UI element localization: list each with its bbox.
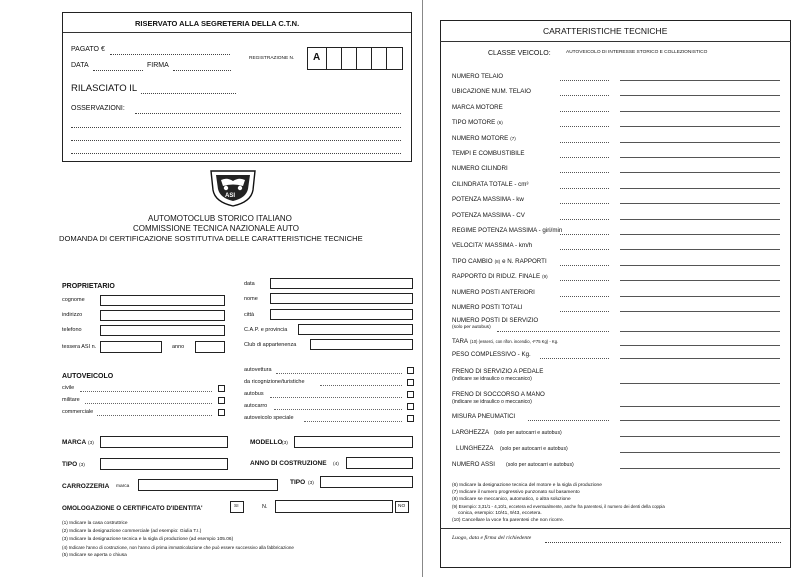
osservazioni-label: OSSERVAZIONI: xyxy=(71,105,125,112)
servizio-label: NUMERO POSTI DI SERVIZIO xyxy=(452,317,539,324)
ctc-row-label-text: TIPO CAMBIO xyxy=(452,258,493,265)
proprietario-title: PROPRIETARIO xyxy=(62,283,115,290)
left-note-1: (1) Indicare la casa costruttrice xyxy=(62,521,128,526)
freno-servizio-sub: (indicare se idraulico o meccanico) xyxy=(452,376,532,382)
lunghezza-field[interactable] xyxy=(620,452,780,453)
ctc-row-note: (8) xyxy=(494,259,501,264)
larghezza-field[interactable] xyxy=(620,436,780,437)
ctc-row-label xyxy=(452,290,535,296)
segreteria-title: RISERVATO ALLA SEGRETERIA DELLA C.T.N. xyxy=(135,19,300,28)
ctc-row-label xyxy=(452,213,525,219)
servizio-field[interactable] xyxy=(620,331,780,332)
peso-field[interactable] xyxy=(620,358,780,359)
rilasciato-label: RILASCIATO IL xyxy=(71,83,138,94)
speciale-checkbox[interactable] xyxy=(407,415,414,422)
ctc-row-label xyxy=(452,120,503,126)
telefono-label: telefono xyxy=(62,327,82,333)
nome-field[interactable] xyxy=(270,293,413,304)
ctc-row-label-text: TIPO MOTORE xyxy=(452,119,496,126)
ctc-row-label xyxy=(452,182,528,188)
ctc-row-field[interactable] xyxy=(620,203,780,204)
ctc-row-label xyxy=(452,243,532,249)
ctc-row-label xyxy=(452,136,516,142)
ctc-title: CARATTERISTICHE TECNICHE xyxy=(543,26,668,36)
ctc-row-leader xyxy=(560,95,609,96)
modello-field[interactable] xyxy=(294,436,413,448)
ctc-row-label-text: POTENZA MASSIMA - CV xyxy=(452,212,525,219)
tipo2-field[interactable] xyxy=(320,476,413,488)
ctc-note-10: (10) Cancellare la voce fra parentesi che non ricorre. xyxy=(452,518,564,523)
cognome-field[interactable] xyxy=(100,295,225,306)
commerciale-checkbox[interactable] xyxy=(218,409,225,416)
ctc-row-field[interactable] xyxy=(620,234,780,235)
ctc-row-label-text: NUMERO POSTI ANTERIORI xyxy=(452,289,535,296)
omologazione-number-field[interactable] xyxy=(275,500,393,513)
larghezza-label: LARGHEZZA xyxy=(452,429,490,436)
si-checkbox[interactable] xyxy=(230,501,244,513)
ctc-note-7: (7) Indicare il numero progressivo punzonato sul basamento xyxy=(452,490,580,495)
peso-label: PESO COMPLESSIVO - Kg. xyxy=(452,351,531,358)
freno-soccorso-label: FRENO DI SOCCORSO A MANO xyxy=(452,391,545,398)
ctc-row-field[interactable] xyxy=(620,80,780,81)
marca-field[interactable] xyxy=(100,436,228,448)
n-label: N. xyxy=(262,504,268,510)
left-note-4: (4) Indicare l'anno di costruzione, non l'anno di prima immatricolazione che può essere successivo alla fabbricazione xyxy=(62,545,294,550)
ctc-row-label-text: UBICAZIONE NUM. TELAIO xyxy=(452,88,531,95)
tessera-label: tessera ASI n. xyxy=(62,344,97,350)
ctc-row-leader xyxy=(560,296,609,297)
ctc-row-label xyxy=(452,166,508,172)
ctc-row-leader xyxy=(560,172,609,173)
ctc-row-field[interactable] xyxy=(620,265,780,266)
ctc-row-field[interactable] xyxy=(620,188,780,189)
ctc-note-6: (6) Indicare la designazione tecnica del motore e la sigla di produzione xyxy=(452,483,602,488)
pagato-label: PAGATO € xyxy=(71,46,105,53)
ricognizione-label: da ricognizione/turistiche xyxy=(244,379,305,385)
no-label: NO xyxy=(398,504,406,509)
club-field[interactable] xyxy=(310,339,413,350)
ctc-row-leader xyxy=(560,280,609,281)
carrozzeria-label: CARROZZERIA xyxy=(62,483,110,490)
marca-note: (3) xyxy=(88,441,94,446)
citta-field[interactable] xyxy=(270,309,413,320)
tara-note: (10) (esserci, con rifon. incendio, -F75 Kg) - Kg. xyxy=(470,339,559,344)
ctc-row-leader xyxy=(560,80,609,81)
osservazioni-line-4[interactable] xyxy=(71,153,401,154)
modello-note: (3) xyxy=(282,441,288,446)
signature-field[interactable] xyxy=(545,542,781,543)
militare-checkbox[interactable] xyxy=(218,397,225,404)
anno-costruzione-label: ANNO DI COSTRUZIONE xyxy=(250,460,327,467)
ctc-row-label xyxy=(452,151,525,157)
ctc-row-field[interactable] xyxy=(620,142,780,143)
ctc-row-leader xyxy=(560,265,609,266)
nome-label: nome xyxy=(244,296,258,302)
ctc-row-leader xyxy=(560,311,609,312)
ctc-row-leader xyxy=(560,188,609,189)
ctc-row-label xyxy=(452,259,547,265)
ctc-row-label xyxy=(452,105,503,111)
ctc-row-label-text: VELOCITA' MASSIMA - km/h xyxy=(452,242,533,249)
ctc-row-leader xyxy=(560,157,609,158)
ctc-row-note: (9) xyxy=(542,274,548,279)
carrozzeria-marca-label: marca xyxy=(116,484,130,489)
anno-label: anno xyxy=(172,344,185,350)
misura-field[interactable] xyxy=(620,420,780,421)
ctc-row-label xyxy=(452,197,524,203)
commerciale-label: commerciale xyxy=(62,409,94,415)
tara-label: TARA xyxy=(452,338,469,345)
civile-label: civile xyxy=(62,385,75,391)
ctc-row-leader xyxy=(560,142,609,143)
civile-checkbox[interactable] xyxy=(218,385,225,392)
cap-label: C.A.P. e provincia xyxy=(244,327,288,333)
ctc-row-label xyxy=(452,74,503,80)
firma-field[interactable] xyxy=(173,70,231,71)
ctc-row-field[interactable] xyxy=(620,296,780,297)
ricognizione-checkbox[interactable] xyxy=(407,379,414,386)
ctc-row-leader xyxy=(560,126,609,127)
ctc-row-label-text: NUMERO POSTI TOTALI xyxy=(452,304,523,311)
ctc-row-label xyxy=(452,274,548,280)
ctc-note-8: (8) Indicare se meccanico, automatico, o altra soluzione xyxy=(452,497,571,502)
classe-value: AUTOVEICOLO DI INTERESSE STORICO E COLLEZIONISTICO xyxy=(566,50,708,55)
ctc-row-label-text: RAPPORTO DI RIDUZ. FINALE xyxy=(452,273,541,280)
ctc-row-leader xyxy=(560,249,609,250)
ctc-row-field[interactable] xyxy=(620,219,780,220)
registrazione-label: REGISTRAZIONE N. xyxy=(249,56,295,61)
ctc-row-label-text: TEMPI E COMBUSTIBILE xyxy=(452,150,525,157)
ctc-row-label xyxy=(452,89,531,95)
ctc-note-9b: conica, esempio: 10/41, 9/43, eccetera. xyxy=(458,511,542,516)
speciale-label: autoveicolo speciale xyxy=(244,415,294,421)
larghezza-sub: (solo per autocarri e autobus) xyxy=(494,430,562,436)
tipo-field[interactable] xyxy=(100,458,228,470)
cognome-label: cognome xyxy=(62,297,85,303)
osservazioni-line-3[interactable] xyxy=(71,140,401,141)
indirizzo-label: indirizzo xyxy=(62,312,83,318)
tara-field[interactable] xyxy=(620,345,780,346)
page-fold xyxy=(422,0,423,577)
ctc-row-label-text: NUMERO CILINDRI xyxy=(452,165,508,172)
no-checkbox[interactable] xyxy=(395,501,409,513)
anno-costruzione-field[interactable] xyxy=(346,457,413,469)
data-prop-label: data xyxy=(244,281,255,287)
assi-label: NUMERO ASSI xyxy=(452,461,495,468)
left-note-3: (3) Indicare la designazione tecnica e la sigla di produzione (ad esempio 105.06) xyxy=(62,537,234,542)
club-label: Club di appartenenza xyxy=(244,342,297,348)
firma-label: FIRMA xyxy=(147,62,169,69)
registrazione-letter: A xyxy=(313,52,321,63)
ctc-row-leader xyxy=(560,219,609,220)
ctc-row-field[interactable] xyxy=(620,280,780,281)
ctc-row-field[interactable] xyxy=(620,172,780,173)
ctc-row-label-text: MARCA MOTORE xyxy=(452,104,503,111)
ctc-row-note: (7) xyxy=(510,136,516,141)
tipo2-note: (3) xyxy=(308,481,314,486)
ctc-row-field[interactable] xyxy=(620,95,780,96)
data-prop-field[interactable] xyxy=(270,278,413,289)
omologazione-label: OMOLOGAZIONE O CERTIFICATO D'IDENTITA' xyxy=(62,505,203,512)
data-label: DATA xyxy=(71,62,89,69)
lunghezza-sub: (solo per autocarri e autobus) xyxy=(500,446,568,452)
autocarro-label: autocarro xyxy=(244,403,268,409)
signature-label: Luogo, data e firma del richiedente xyxy=(452,535,532,541)
osservazioni-line-2[interactable] xyxy=(71,127,401,128)
ctc-row-field[interactable] xyxy=(620,111,780,112)
autovettura-label: autovettura xyxy=(244,367,272,373)
autovettura-checkbox[interactable] xyxy=(407,367,414,374)
freno-soccorso-field[interactable] xyxy=(620,406,780,407)
lunghezza-label: LUNGHEZZA xyxy=(456,445,494,452)
ctc-row-field[interactable] xyxy=(620,157,780,158)
pagato-field[interactable] xyxy=(110,54,230,55)
autocarro-checkbox[interactable] xyxy=(407,403,414,410)
tipo-label: TIPO xyxy=(62,461,78,468)
ctc-row-label-text: POTENZA MASSIMA - kw xyxy=(452,196,524,203)
asi-logo-text: ASI xyxy=(225,193,236,199)
ctc-row-label-text: NUMERO TELAIO xyxy=(452,73,504,80)
asi-logo xyxy=(207,168,259,208)
ctc-row-note: (6) xyxy=(497,120,503,125)
autobus-checkbox[interactable] xyxy=(407,391,414,398)
ctc-row-leader xyxy=(560,203,609,204)
ctc-row-field[interactable] xyxy=(620,249,780,250)
ctc-row-label xyxy=(452,305,522,311)
ctc-row-field[interactable] xyxy=(620,126,780,127)
freno-soccorso-sub: (indicare se idraulico o meccanico) xyxy=(452,399,532,405)
ctc-note-9: (9) Esempio: 3,31/1 - 4,10/1, eccetera ed eventualmente, anche fra parentesi, il numero dei denti della coppia xyxy=(452,504,665,509)
freno-servizio-field[interactable] xyxy=(620,383,780,384)
indirizzo-field[interactable] xyxy=(100,310,225,321)
segreteria-box xyxy=(62,12,412,162)
ctc-row-leader xyxy=(560,234,609,235)
autoveicolo-title: AUTOVEICOLO xyxy=(62,373,114,380)
ctc-row-label-text: CILINDRATA TOTALE - cm³ xyxy=(452,181,529,188)
ctc-row-field[interactable] xyxy=(620,311,780,312)
tessera-field[interactable] xyxy=(100,341,162,353)
data-field[interactable] xyxy=(93,70,143,71)
modello-label: MODELLO xyxy=(250,439,283,446)
header-line-3: DOMANDA DI CERTIFICAZIONE SOSTITUTIVA DELLE CARATTERISTICHE TECNICHE xyxy=(59,234,363,243)
freno-servizio-label: FRENO DI SERVIZIO A PEDALE xyxy=(452,368,544,375)
ctc-row-label-text: REGIME POTENZA MASSIMA - giri/min xyxy=(452,227,563,234)
assi-sub: (solo per autocarri e autobus) xyxy=(506,462,574,468)
header-line-2: COMMISSIONE TECNICA NAZIONALE AUTO xyxy=(133,224,299,233)
ctc-row-suffix: e N. RAPPORTI xyxy=(502,258,547,265)
si-label: SI xyxy=(234,504,239,509)
cap-field[interactable] xyxy=(298,324,413,335)
classe-label: CLASSE VEICOLO: xyxy=(488,50,551,57)
misura-label: MISURA PNEUMATICI xyxy=(452,413,516,420)
left-note-2: (2) Indicare la designazione commerciale (ad esempio: Giulia T.I.) xyxy=(62,529,202,534)
tipo-note: (3) xyxy=(79,463,85,468)
anno-costruzione-note: (4) xyxy=(333,462,339,467)
osservazioni-line-1[interactable] xyxy=(135,113,401,114)
assi-field[interactable] xyxy=(620,468,780,469)
carrozzeria-marca-field[interactable] xyxy=(138,479,278,491)
militare-label: militare xyxy=(62,397,80,403)
telefono-field[interactable] xyxy=(100,325,225,336)
ctc-row-label-text: NUMERO MOTORE xyxy=(452,135,509,142)
citta-label: città xyxy=(244,312,255,318)
ctc-row-leader xyxy=(560,111,609,112)
anno-field[interactable] xyxy=(195,341,225,353)
marca-label: MARCA xyxy=(62,439,87,446)
header-line-1: AUTOMOTOCLUB STORICO ITALIANO xyxy=(148,214,292,223)
rilasciato-field[interactable] xyxy=(141,93,236,94)
left-note-5: (5) Indicare se aperta o chiusa xyxy=(62,553,127,558)
registrazione-cells[interactable] xyxy=(307,47,403,70)
tipo2-label: TIPO xyxy=(290,479,306,486)
ctc-row-label xyxy=(452,228,562,234)
autobus-label: autobus xyxy=(244,391,264,397)
servizio-sub: (solo per autobus) xyxy=(452,325,491,330)
